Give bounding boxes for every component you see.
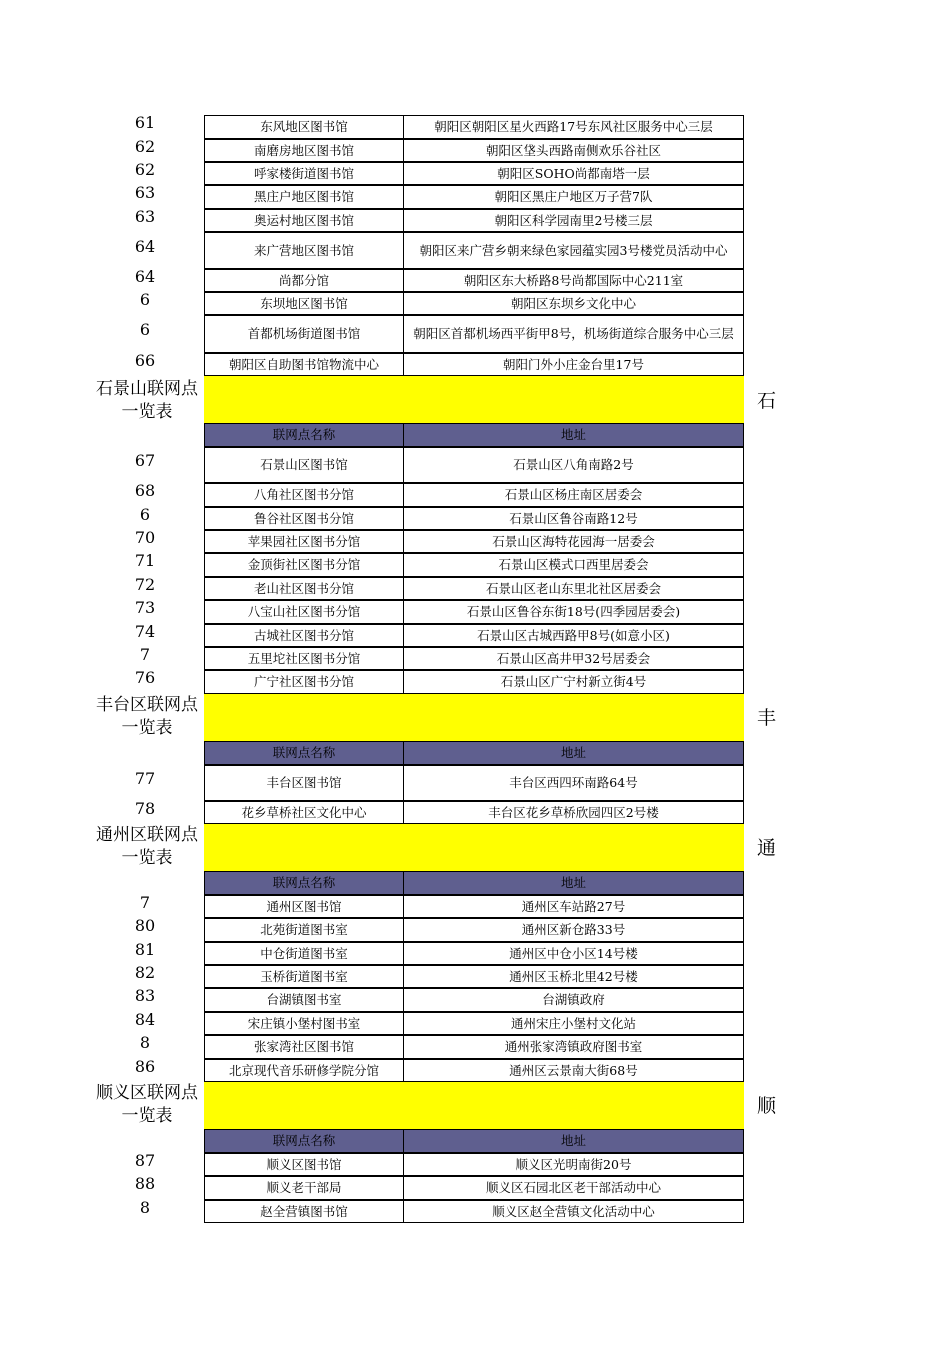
address-cell[interactable]: 朝阳区朝阳区星火西路17号东风社区服务中心三层 (403, 115, 744, 139)
section-title: 丰台区联网点一览表 (96, 695, 198, 738)
address-cell[interactable]: 通州区中仓小区14号楼 (403, 942, 744, 965)
library-name-cell[interactable]: 呼家楼街道图书馆 (204, 162, 404, 185)
row-number: 88 (134, 1174, 156, 1193)
row-number: 6 (139, 320, 151, 339)
library-name-cell[interactable]: 石景山区图书馆 (204, 447, 404, 483)
address-cell[interactable]: 朝阳区东坝乡文化中心 (403, 292, 744, 315)
row-number: 64 (134, 266, 156, 286)
library-name-cell[interactable]: 赵全营镇图书馆 (204, 1200, 404, 1223)
address-cell[interactable]: 朝阳区来广营乡朝来绿色家园蕴实园3号楼党员活动中心 (403, 232, 744, 269)
library-name-cell[interactable]: 五里坨社区图书分馆 (204, 647, 404, 670)
address-cell[interactable]: 通州区车站路27号 (403, 895, 744, 918)
row-number: 87 (134, 1150, 156, 1170)
library-name-cell[interactable]: 金顶街社区图书分馆 (204, 553, 404, 577)
address-cell[interactable]: 石景山区鲁谷东街18号(四季园居委会) (403, 600, 744, 624)
library-name-cell[interactable]: 八宝山社区图书分馆 (204, 600, 404, 624)
address-cell[interactable]: 顺义区石园北区老干部活动中心 (403, 1176, 744, 1200)
library-name-cell[interactable]: 奥运村地区图书馆 (204, 209, 404, 232)
row-number: 72 (134, 574, 156, 594)
section-band (204, 1082, 744, 1129)
row-number: 63 (134, 183, 156, 202)
section-title: 顺义区联网点一览表 (96, 1083, 198, 1126)
section-side-label: 丰 (757, 707, 777, 729)
library-name-cell[interactable]: 东坝地区图书馆 (204, 292, 404, 315)
library-name-cell[interactable]: 北苑街道图书室 (204, 918, 404, 942)
address-cell[interactable]: 通州区云景南大街68号 (403, 1059, 744, 1082)
library-name-cell[interactable]: 鲁谷社区图书分馆 (204, 507, 404, 530)
row-number: 8 (139, 1197, 151, 1217)
address-cell[interactable]: 朝阳区首都机场西平街甲8号，机场街道综合服务中心三层 (403, 315, 744, 353)
address-cell[interactable]: 石景山区海特花园海一居委会 (403, 530, 744, 553)
row-number: 76 (134, 668, 156, 687)
library-name-cell[interactable]: 北京现代音乐研修学院分馆 (204, 1059, 404, 1082)
section-side-label: 顺 (757, 1095, 777, 1117)
column-header-name: 联网点名称 (204, 871, 404, 895)
row-number: 6 (139, 504, 151, 524)
library-name-cell[interactable]: 花乡草桥社区文化中心 (204, 801, 404, 824)
row-number: 68 (134, 481, 156, 500)
row-number: 7 (139, 644, 151, 664)
column-header-address: 地址 (403, 741, 744, 765)
address-cell[interactable]: 顺义区光明南街20号 (403, 1153, 744, 1176)
address-cell[interactable]: 石景山区八角南路2号 (403, 447, 744, 483)
library-name-cell[interactable]: 尚都分馆 (204, 269, 404, 292)
row-number: 82 (134, 962, 156, 982)
library-name-cell[interactable]: 南磨房地区图书馆 (204, 139, 404, 162)
address-cell[interactable]: 顺义区赵全营镇文化活动中心 (403, 1200, 744, 1223)
column-header-address: 地址 (403, 423, 744, 447)
row-number: 83 (134, 986, 156, 1005)
column-header-name: 联网点名称 (204, 423, 404, 447)
address-cell[interactable]: 通州区玉桥北里42号楼 (403, 965, 744, 988)
row-number: 81 (134, 939, 156, 959)
library-name-cell[interactable]: 黑庄户地区图书馆 (204, 185, 404, 209)
column-header-address: 地址 (403, 1129, 744, 1153)
library-name-cell[interactable]: 通州区图书馆 (204, 895, 404, 918)
row-number: 6 (139, 289, 151, 309)
library-name-cell[interactable]: 丰台区图书馆 (204, 765, 404, 801)
row-number: 61 (134, 113, 156, 132)
address-cell[interactable]: 石景山区鲁谷南路12号 (403, 507, 744, 530)
row-number: 84 (134, 1009, 156, 1029)
library-name-cell[interactable]: 首都机场街道图书馆 (204, 315, 404, 353)
section-title: 石景山联网点一览表 (96, 379, 198, 422)
column-header-name: 联网点名称 (204, 741, 404, 765)
address-cell[interactable]: 通州宋庄小堡村文化站 (403, 1012, 744, 1035)
address-cell[interactable]: 朝阳区科学园南里2号楼三层 (403, 209, 744, 232)
library-name-cell[interactable]: 顺义老干部局 (204, 1176, 404, 1200)
row-number: 71 (134, 551, 156, 570)
row-number: 80 (134, 916, 156, 935)
address-cell[interactable]: 朝阳区东大桥路8号尚都国际中心211室 (403, 269, 744, 292)
library-name-cell[interactable]: 张家湾社区图书馆 (204, 1035, 404, 1059)
address-cell[interactable]: 朝阳门外小庄金台里17号 (403, 353, 744, 376)
address-cell[interactable]: 丰台区花乡草桥欣园四区2号楼 (403, 801, 744, 824)
library-name-cell[interactable]: 朝阳区自助图书馆物流中心 (204, 353, 404, 376)
section-side-label: 通 (757, 837, 777, 859)
address-cell[interactable]: 通州区新仓路33号 (403, 918, 744, 942)
address-cell[interactable]: 朝阳区垡头西路南侧欢乐谷社区 (403, 139, 744, 162)
address-cell[interactable]: 台湖镇政府 (403, 988, 744, 1012)
library-name-cell[interactable]: 宋庄镇小堡村图书室 (204, 1012, 404, 1035)
library-name-cell[interactable]: 八角社区图书分馆 (204, 483, 404, 507)
address-cell[interactable]: 石景山区古城西路甲8号(如意小区) (403, 624, 744, 647)
address-cell[interactable]: 丰台区西四环南路64号 (403, 765, 744, 801)
row-number: 70 (134, 527, 156, 547)
row-number: 66 (134, 350, 156, 370)
row-number: 62 (134, 159, 156, 179)
section-band (204, 376, 744, 423)
address-cell[interactable]: 通州张家湾镇政府图书室 (403, 1035, 744, 1059)
address-cell[interactable]: 石景山区杨庄南区居委会 (403, 483, 744, 507)
row-number: 63 (134, 206, 156, 226)
library-name-cell[interactable]: 东风地区图书馆 (204, 115, 404, 139)
row-number: 62 (134, 136, 156, 156)
row-number: 86 (134, 1056, 156, 1076)
library-name-cell[interactable]: 来广营地区图书馆 (204, 232, 404, 269)
address-cell[interactable]: 石景山区广宁村新立街4号 (403, 670, 744, 694)
column-header-address: 地址 (403, 871, 744, 895)
row-number: 74 (134, 621, 156, 641)
library-name-cell[interactable]: 顺义区图书馆 (204, 1153, 404, 1176)
address-cell[interactable]: 石景山区模式口西里居委会 (403, 553, 744, 577)
library-name-cell[interactable]: 古城社区图书分馆 (204, 624, 404, 647)
row-number: 73 (134, 598, 156, 617)
row-number: 8 (139, 1033, 151, 1052)
column-header-name: 联网点名称 (204, 1129, 404, 1153)
library-name-cell[interactable]: 台湖镇图书室 (204, 988, 404, 1012)
library-name-cell[interactable]: 老山社区图书分馆 (204, 577, 404, 600)
section-band (204, 824, 744, 871)
library-name-cell[interactable]: 玉桥街道图书室 (204, 965, 404, 988)
row-number: 64 (134, 236, 156, 256)
section-side-label: 石 (757, 390, 777, 412)
row-number: 78 (134, 798, 156, 818)
section-title: 通州区联网点一览表 (96, 825, 198, 868)
row-number: 77 (134, 769, 156, 788)
address-cell[interactable]: 石景山区老山东里北社区居委会 (403, 577, 744, 600)
address-cell[interactable]: 朝阳区SOHO尚都南塔一层 (403, 162, 744, 185)
row-number: 7 (139, 892, 151, 912)
section-band (204, 694, 744, 741)
library-name-cell[interactable]: 广宁社区图书分馆 (204, 670, 404, 694)
library-name-cell[interactable]: 苹果园社区图书分馆 (204, 530, 404, 553)
address-cell[interactable]: 石景山区高井甲32号居委会 (403, 647, 744, 670)
address-cell[interactable]: 朝阳区黑庄户地区万子营7队 (403, 185, 744, 209)
row-number: 67 (134, 451, 156, 470)
library-name-cell[interactable]: 中仓街道图书室 (204, 942, 404, 965)
